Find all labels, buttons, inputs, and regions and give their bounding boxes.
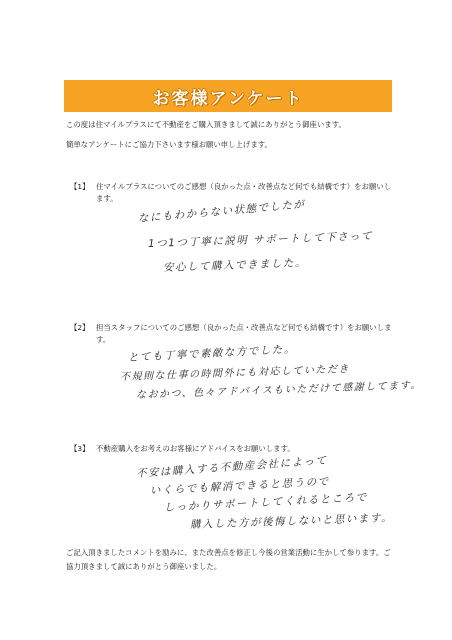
- handwritten-answer-line: いくらでも解消できると思うので: [149, 475, 330, 497]
- handwritten-answer-line: しっかりサポートしてくれるところで: [163, 491, 368, 514]
- handwritten-answer-line: なおかつ、色々アドバイスもいただけて感謝してます。: [135, 380, 423, 401]
- question-text: 担当スタッフについてのご感想（良かった点・改善点など何でも結構です）をお願いします。: [96, 323, 392, 344]
- question-number: 【2】: [70, 323, 90, 332]
- page-title: お客様アンケート: [152, 88, 304, 109]
- handwritten-answer-line: 不規則な仕事の時間外にも対応していただき: [119, 363, 351, 383]
- closing-text: ご記入頂きましたコメントを励みに、また改善点を修正し今後の営業活動に生かして参ります。ご協力頂きまして誠にありがとう御座いました。: [66, 548, 391, 571]
- intro-line-1: この度は住マイルプラスにて不動産をご購入頂きまして誠にありがとう御座います。: [66, 120, 346, 129]
- handwritten-answer-line: なにもわからない状態でしたが: [137, 198, 306, 225]
- handwritten-answer-line: とても丁寧で素敵な方でした。: [127, 343, 297, 364]
- intro-line-2: 簡単なアンケートにご協力下さいます様お願い申し上げます。: [66, 140, 272, 149]
- question-text: 不動産購入をお考えのお客様にアドバイスをお願いします。: [96, 444, 295, 453]
- handwritten-answer-line: 安心して購入できました。: [162, 256, 308, 274]
- handwritten-answer-line: 1つ1つ丁寧に説明 サポートして下さって: [147, 230, 374, 250]
- question-text: 住マイルプラスについてのご感想（良かった点・改善点など何でも結構です）をお願いします。: [96, 182, 392, 203]
- question-number: 【3】: [70, 444, 90, 453]
- handwritten-answer-line: 不安は購入する不動産会社によって: [135, 454, 328, 480]
- handwritten-answer-line: 購入した方が後悔しないと思います。: [189, 511, 394, 531]
- title-banner: [64, 80, 392, 112]
- question-number: 【1】: [70, 182, 90, 191]
